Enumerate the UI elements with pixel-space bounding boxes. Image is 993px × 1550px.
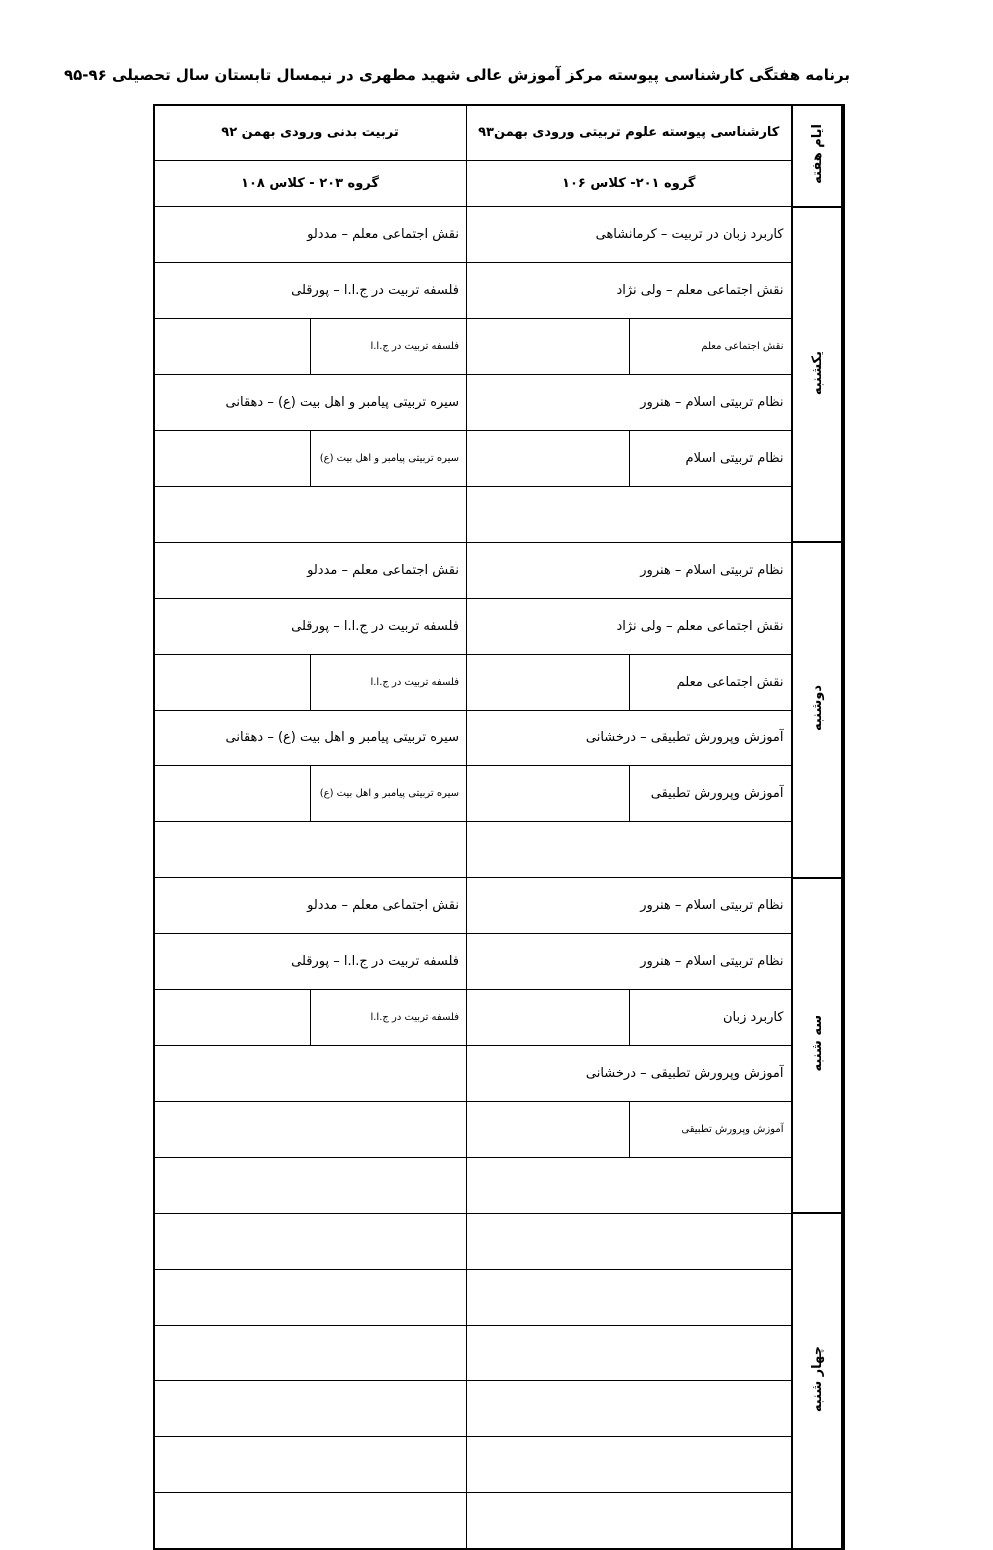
cell: فلسفه تربیت در ج.ا.ا (311, 990, 467, 1046)
cell (154, 1269, 467, 1325)
table-row (154, 1269, 844, 1325)
cell (467, 654, 630, 710)
table-row (154, 766, 844, 822)
cell (467, 822, 792, 878)
table-row (154, 934, 844, 990)
days-of-week-header: ایام هفته (792, 105, 844, 207)
cell (467, 766, 630, 822)
cell: نظام تربیتی اسلام (630, 431, 792, 487)
cell (154, 766, 311, 822)
cell (467, 1269, 792, 1325)
cell: آموزش وپرورش تطبیقی – درخشانی (467, 710, 792, 766)
table-row (154, 542, 844, 598)
table-row (154, 1325, 844, 1381)
cell (154, 1213, 467, 1269)
cell (154, 1157, 467, 1213)
column-b-group: گروه ۲۰۳ - کلاس ۱۰۸ (154, 161, 467, 207)
table-row (154, 1045, 844, 1101)
column-b-title: تربیت بدنی ورودی بهمن ۹۲ (154, 105, 467, 161)
cell (154, 319, 311, 375)
cell (467, 1437, 792, 1493)
table-row (154, 598, 844, 654)
cell: کاربرد زبان (630, 990, 792, 1046)
table-row (154, 263, 844, 319)
table-row (154, 1437, 844, 1493)
cell: کاربرد زبان در تربیت – کرمانشاهی (467, 207, 792, 263)
cell (154, 1325, 467, 1381)
cell (154, 431, 311, 487)
cell: آموزش وپرورش تطبیقی (630, 766, 792, 822)
cell: نظام تربیتی اسلام – هنرور (467, 878, 792, 934)
table-row (154, 1213, 844, 1269)
cell: فلسفه تربیت در ج.ا.ا – پورقلی (154, 263, 467, 319)
table-row (154, 431, 844, 487)
cell (154, 1045, 467, 1101)
table-row (154, 1101, 844, 1157)
cell (467, 431, 630, 487)
cell (154, 822, 467, 878)
cell: فلسفه تربیت در ج.ا.ا (311, 654, 467, 710)
cell: سیره تربیتی پیامبر و اهل بیت (ع) – دهقانی (154, 375, 467, 431)
header-row-titles (154, 105, 844, 161)
cell: نقش اجتماعی معلم – ولی نژاد (467, 598, 792, 654)
cell: نقش اجتماعی معلم (630, 654, 792, 710)
cell: نظام تربیتی اسلام – هنرور (467, 542, 792, 598)
table-row (154, 375, 844, 431)
cell: آموزش وپرورش تطبیقی (630, 1101, 792, 1157)
cell (154, 1493, 467, 1549)
cell: فلسفه تربیت در ج.ا.ا – پورقلی (154, 934, 467, 990)
day-wednesday: چهار شنبه (792, 1213, 844, 1549)
cell (467, 1325, 792, 1381)
cell (467, 1157, 792, 1213)
cell: سیره تربیتی پیامبر و اهل بیت (ع) – دهقانی (154, 710, 467, 766)
table-row (154, 207, 844, 263)
header-row-groups (154, 161, 844, 207)
cell: نقش اجتماعی معلم – مددلو (154, 542, 467, 598)
cell: نظام تربیتی اسلام – هنرور (467, 934, 792, 990)
table-row (154, 710, 844, 766)
cell: نظام تربیتی اسلام – هنرور (467, 375, 792, 431)
cell (467, 1493, 792, 1549)
day-sunday: یکشنبه (792, 207, 844, 542)
table-row (154, 990, 844, 1046)
page-title: برنامه هفتگی کارشناسی پیوسته مرکز آموزش عالی شهید مطهری در نیمسال تابستان سال تحصیلی ۹۶-۹۵ (63, 66, 850, 84)
cell: سیره تربیتی پیامبر و اهل بیت (ع) (311, 766, 467, 822)
cell (467, 1381, 792, 1437)
table-row (154, 878, 844, 934)
table-row (154, 1381, 844, 1437)
cell (154, 486, 467, 542)
cell (154, 654, 311, 710)
cell (467, 990, 630, 1046)
cell (467, 1101, 630, 1157)
cell: فلسفه تربیت در ج.ا.ا (311, 319, 467, 375)
cell: فلسفه تربیت در ج.ا.ا – پورقلی (154, 598, 467, 654)
cell (154, 1101, 467, 1157)
cell: نقش اجتماعی معلم – مددلو (154, 207, 467, 263)
day-monday: دوشنبه (792, 542, 844, 877)
cell (154, 1381, 467, 1437)
column-a-title: کارشناسی پیوسته علوم تربیتی ورودی بهمن۹۳ (467, 105, 792, 161)
cell: نقش اجتماعی معلم – ولی نژاد (467, 263, 792, 319)
table-row (154, 654, 844, 710)
day-tuesday: سه شنبه (792, 878, 844, 1213)
table-row (154, 1157, 844, 1213)
table-row (154, 319, 844, 375)
cell (467, 486, 792, 542)
cell (154, 990, 311, 1046)
cell (154, 1437, 467, 1493)
cell: آموزش وپرورش تطبیقی – درخشانی (467, 1045, 792, 1101)
column-a-group: گروه ۲۰۱- کلاس ۱۰۶ (467, 161, 792, 207)
table-row (154, 1493, 844, 1549)
table-row (154, 822, 844, 878)
cell: سیره تربیتی پیامبر و اهل بیت (ع) (311, 431, 467, 487)
table-row (154, 486, 844, 542)
schedule-table (153, 104, 845, 1550)
cell (467, 1213, 792, 1269)
cell (467, 319, 630, 375)
cell: نقش اجتماعی معلم – مددلو (154, 878, 467, 934)
cell: نقش اجتماعی معلم (630, 319, 792, 375)
